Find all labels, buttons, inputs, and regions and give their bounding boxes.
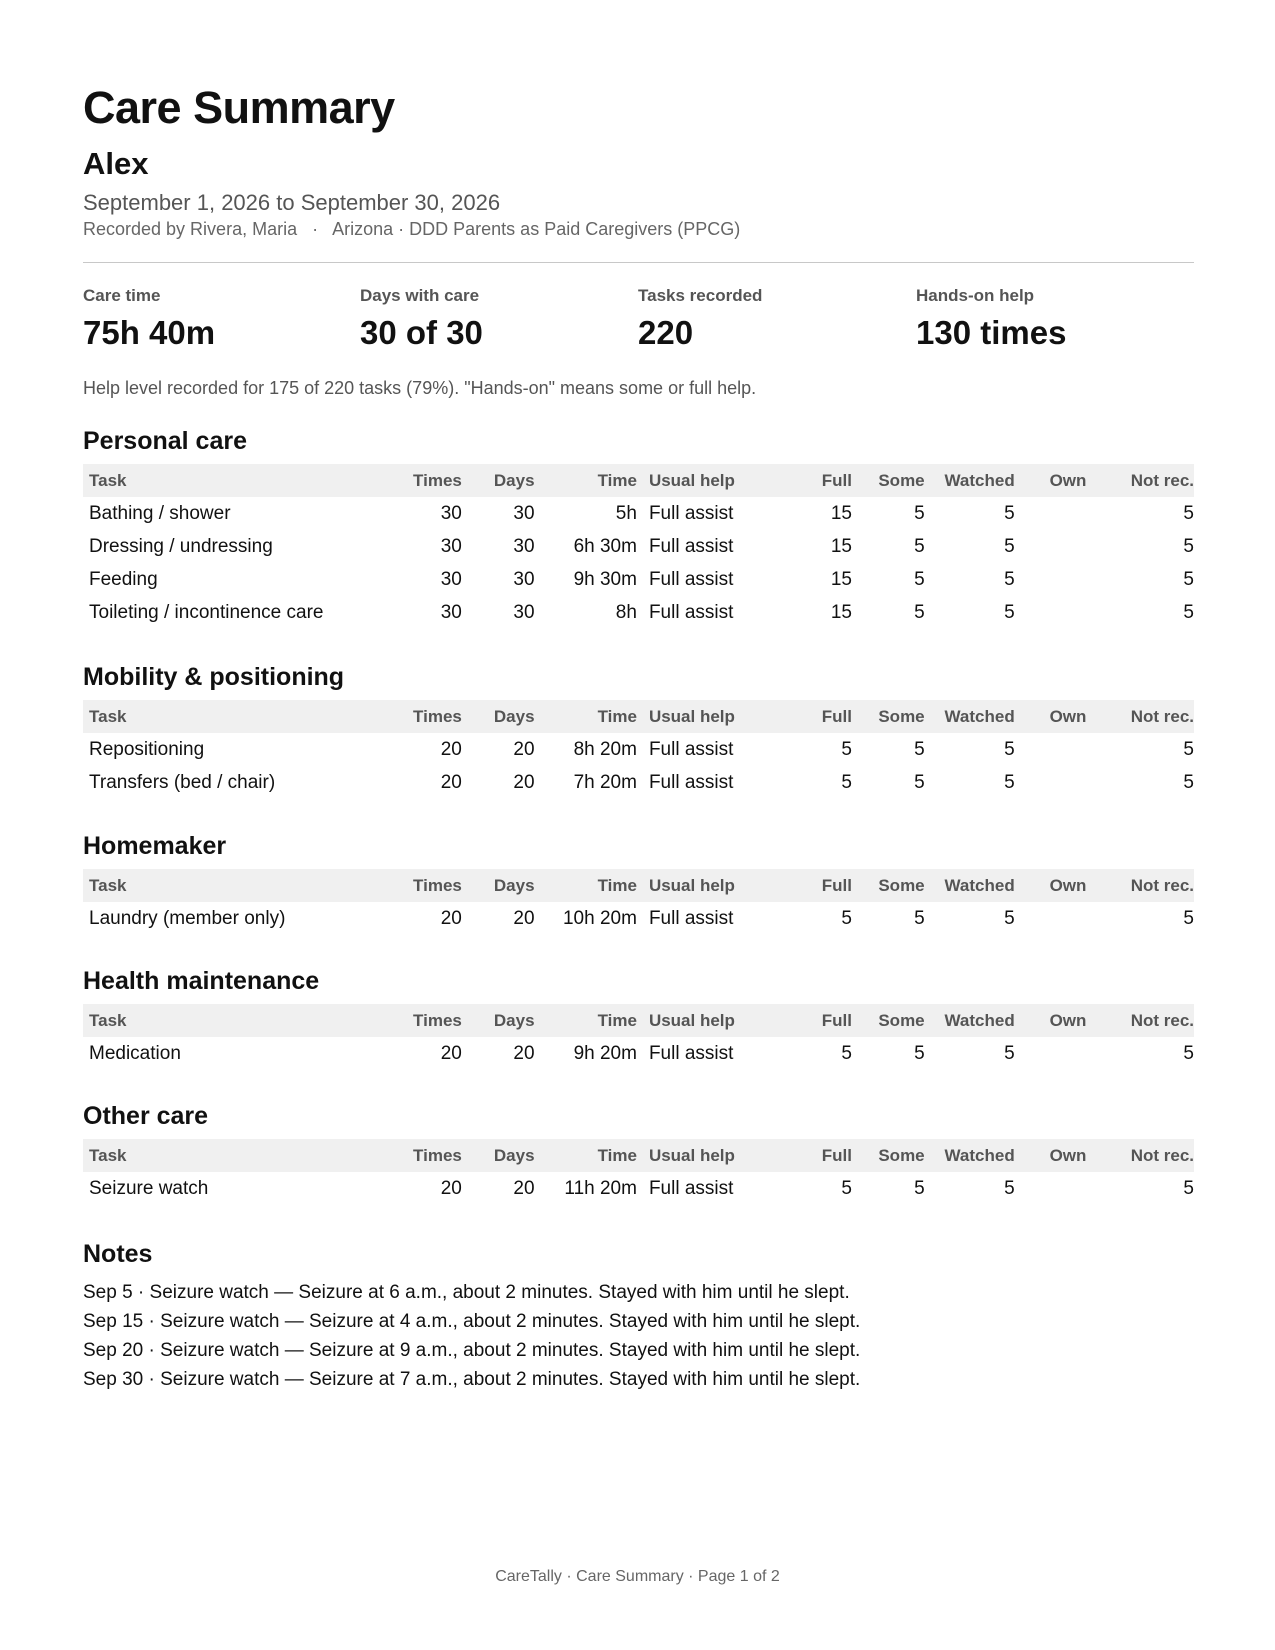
column-header-usual-help: Usual help [648, 1010, 735, 1030]
program-name: Arizona · DDD Parents as Paid Caregivers (PPCG) [332, 219, 741, 239]
section-other-care [83, 1101, 1194, 1205]
column-header-not-rec: Not rec. [1130, 470, 1194, 490]
cell-watched: 5 [1004, 907, 1015, 929]
column-header-own: Own [1049, 706, 1087, 726]
cell-days: 20 [513, 1177, 535, 1199]
note-item: Sep 20 · Seizure watch — Seizure at 9 a.m., about 2 minutes. Stayed with him until he slept. [83, 1340, 861, 1361]
cell-times: 30 [440, 535, 462, 557]
column-header-times: Times [413, 1145, 462, 1165]
stat-label: Care time [83, 286, 161, 305]
column-header-watched: Watched [944, 470, 1015, 490]
table-header-row [83, 700, 1194, 733]
section-title: Homemaker [83, 832, 227, 860]
column-header-days: Days [493, 1145, 535, 1165]
cell-watched: 5 [1004, 1177, 1015, 1199]
cell-full: 5 [841, 1042, 852, 1064]
cell-usual-help: Full assist [648, 1177, 734, 1199]
column-header-days: Days [493, 470, 535, 490]
cell-watched: 5 [1004, 535, 1015, 557]
cell-not-rec: 5 [1183, 907, 1194, 929]
cell-usual-help: Full assist [648, 601, 734, 623]
task-table [83, 869, 1194, 935]
cell-some: 5 [914, 601, 925, 623]
column-header-watched: Watched [944, 1010, 1015, 1030]
cell-own [1015, 733, 1087, 766]
recorded-by: Recorded by Rivera, Maria [83, 219, 298, 239]
header-divider [83, 262, 1194, 263]
cell-usual-help: Full assist [648, 535, 734, 557]
column-header-own: Own [1049, 1145, 1087, 1165]
task-table [83, 1004, 1194, 1070]
table-row [83, 1172, 1194, 1205]
cell-not-rec: 5 [1183, 601, 1194, 623]
column-header-task: Task [89, 1010, 127, 1030]
cell-time: 7h 20m [573, 771, 637, 793]
cell-times: 20 [440, 771, 462, 793]
cell-usual-help: Full assist [648, 1042, 734, 1064]
cell-task: Laundry (member only) [89, 907, 286, 929]
column-header-usual-help: Usual help [648, 875, 735, 895]
cell-not-rec: 5 [1183, 502, 1194, 524]
section-title: Other care [83, 1102, 209, 1130]
cell-full: 15 [830, 502, 852, 524]
cell-times: 30 [440, 502, 462, 524]
meta-separator: · [312, 219, 319, 239]
cell-days: 20 [513, 907, 535, 929]
column-header-some: Some [878, 875, 925, 895]
note-item: Sep 30 · Seizure watch — Seizure at 7 a.m., about 2 minutes. Stayed with him until he slept. [83, 1369, 861, 1390]
column-header-not-rec: Not rec. [1130, 875, 1194, 895]
help-level-note: Help level recorded for 175 of 220 tasks (79%). "Hands-on" means some or full help. [83, 378, 757, 398]
column-header-days: Days [493, 1010, 535, 1030]
cell-not-rec: 5 [1183, 771, 1194, 793]
column-header-full: Full [821, 706, 852, 726]
cell-full: 5 [841, 771, 852, 793]
date-range: September 1, 2026 to September 30, 2026 [83, 190, 501, 215]
notes-section [83, 1240, 860, 1394]
cell-times: 30 [440, 601, 462, 623]
cell-full: 5 [841, 907, 852, 929]
cell-usual-help: Full assist [648, 907, 734, 929]
column-header-task: Task [89, 706, 127, 726]
section-homemaker [83, 831, 1194, 935]
table-header-row [83, 464, 1194, 497]
notes-title: Notes [83, 1240, 153, 1268]
cell-full: 15 [830, 535, 852, 557]
column-header-some: Some [878, 1010, 925, 1030]
table-row [83, 497, 1194, 530]
cell-full: 15 [830, 601, 852, 623]
section-personal-care [83, 426, 1194, 629]
column-header-full: Full [821, 470, 852, 490]
cell-some: 5 [914, 568, 925, 590]
cell-usual-help: Full assist [648, 568, 734, 590]
cell-time: 11h 20m [564, 1177, 637, 1199]
member-name: Alex [83, 146, 149, 181]
stat-label: Days with care [360, 286, 480, 305]
cell-task: Bathing / shower [89, 502, 231, 524]
cell-task: Seizure watch [89, 1177, 209, 1199]
note-item: Sep 15 · Seizure watch — Seizure at 4 a.m., about 2 minutes. Stayed with him until he slept. [83, 1311, 861, 1332]
cell-watched: 5 [1004, 568, 1015, 590]
column-header-times: Times [413, 706, 462, 726]
section-health-maintenance [83, 966, 1194, 1070]
cell-usual-help: Full assist [648, 502, 734, 524]
cell-days: 20 [513, 1042, 535, 1064]
cell-times: 20 [440, 738, 462, 760]
cell-watched: 5 [1004, 738, 1015, 760]
column-header-task: Task [89, 470, 127, 490]
column-header-some: Some [878, 706, 925, 726]
section-mobility-positioning [83, 662, 1194, 799]
column-header-not-rec: Not rec. [1130, 1145, 1194, 1165]
cell-watched: 5 [1004, 601, 1015, 623]
cell-days: 30 [513, 601, 535, 623]
cell-watched: 5 [1004, 1042, 1015, 1064]
cell-watched: 5 [1004, 502, 1015, 524]
cell-full: 5 [841, 738, 852, 760]
stat-label: Hands-on help [916, 286, 1035, 305]
notes-list [83, 1278, 860, 1394]
cell-own [1015, 530, 1087, 563]
stat-value: 75h 40m [83, 314, 216, 351]
cell-watched: 5 [1004, 771, 1015, 793]
cell-not-rec: 5 [1183, 1177, 1194, 1199]
column-header-full: Full [821, 875, 852, 895]
stat-hands-on-help [916, 286, 1186, 352]
cell-time: 10h 20m [562, 907, 637, 929]
cell-days: 30 [513, 535, 535, 557]
page-title: Care Summary [83, 82, 395, 133]
column-header-time: Time [597, 470, 637, 490]
stat-days-with-care [360, 286, 630, 352]
page-footer: CareTally · Care Summary · Page 1 of 2 [495, 1568, 780, 1585]
cell-task: Feeding [89, 568, 158, 590]
stat-value: 220 [638, 314, 694, 351]
table-row [83, 733, 1194, 766]
column-header-times: Times [413, 875, 462, 895]
column-header-own: Own [1049, 470, 1087, 490]
column-header-not-rec: Not rec. [1130, 706, 1194, 726]
column-header-times: Times [413, 470, 462, 490]
note-item: Sep 5 · Seizure watch — Seizure at 6 a.m., about 2 minutes. Stayed with him until he slept. [83, 1282, 850, 1303]
cell-task: Dressing / undressing [89, 535, 273, 557]
cell-days: 20 [513, 771, 535, 793]
cell-times: 20 [440, 907, 462, 929]
column-header-watched: Watched [944, 1145, 1015, 1165]
cell-some: 5 [914, 502, 925, 524]
column-header-days: Days [493, 875, 535, 895]
column-header-own: Own [1049, 1010, 1087, 1030]
table-row [83, 902, 1194, 935]
column-header-days: Days [493, 706, 535, 726]
section-title: Personal care [83, 427, 247, 455]
cell-own [1015, 1037, 1087, 1070]
cell-times: 20 [440, 1042, 462, 1064]
stat-value: 130 times [916, 314, 1067, 351]
cell-time: 5h [615, 502, 637, 524]
cell-own [1015, 902, 1087, 935]
column-header-times: Times [413, 1010, 462, 1030]
stats-row [83, 286, 1194, 356]
stat-care-time [83, 286, 353, 352]
record-meta [83, 219, 740, 240]
cell-days: 30 [513, 502, 535, 524]
column-header-own: Own [1049, 875, 1087, 895]
cell-usual-help: Full assist [648, 771, 734, 793]
column-header-task: Task [89, 875, 127, 895]
cell-own [1015, 497, 1087, 530]
table-row [83, 766, 1194, 799]
cell-some: 5 [914, 738, 925, 760]
cell-task: Toileting / incontinence care [89, 601, 324, 623]
cell-time: 9h 20m [573, 1042, 637, 1064]
column-header-time: Time [597, 875, 637, 895]
cell-not-rec: 5 [1183, 535, 1194, 557]
cell-full: 15 [830, 568, 852, 590]
table-row [83, 1037, 1194, 1070]
cell-usual-help: Full assist [648, 738, 734, 760]
column-header-usual-help: Usual help [648, 706, 735, 726]
column-header-not-rec: Not rec. [1130, 1010, 1194, 1030]
cell-not-rec: 5 [1183, 1042, 1194, 1064]
column-header-full: Full [821, 1145, 852, 1165]
column-header-task: Task [89, 1145, 127, 1165]
column-header-some: Some [878, 1145, 925, 1165]
cell-some: 5 [914, 771, 925, 793]
cell-own [1015, 766, 1087, 799]
stat-label: Tasks recorded [638, 286, 763, 305]
cell-own [1015, 563, 1087, 596]
column-header-some: Some [878, 470, 925, 490]
cell-time: 9h 30m [573, 568, 637, 590]
table-header-row [83, 1004, 1194, 1037]
cell-time: 6h 30m [573, 535, 637, 557]
table-header-row [83, 869, 1194, 902]
column-header-usual-help: Usual help [648, 1145, 735, 1165]
cell-times: 30 [440, 568, 462, 590]
task-table [83, 464, 1194, 629]
column-header-time: Time [597, 1010, 637, 1030]
task-table [83, 700, 1194, 799]
cell-some: 5 [914, 535, 925, 557]
task-table [83, 1139, 1194, 1205]
cell-task: Transfers (bed / chair) [89, 771, 276, 793]
stat-value: 30 of 30 [360, 314, 483, 351]
cell-time: 8h [615, 601, 637, 623]
table-row [83, 563, 1194, 596]
cell-time: 8h 20m [573, 738, 637, 760]
cell-some: 5 [914, 1177, 925, 1199]
cell-not-rec: 5 [1183, 738, 1194, 760]
table-row [83, 530, 1194, 563]
cell-full: 5 [841, 1177, 852, 1199]
cell-times: 20 [440, 1177, 462, 1199]
column-header-time: Time [597, 1145, 637, 1165]
cell-days: 30 [513, 568, 535, 590]
section-title: Health maintenance [83, 967, 320, 995]
column-header-full: Full [821, 1010, 852, 1030]
column-header-usual-help: Usual help [648, 470, 735, 490]
column-header-time: Time [597, 706, 637, 726]
stat-tasks-recorded [638, 286, 908, 352]
cell-own [1015, 1172, 1087, 1205]
cell-task: Medication [89, 1042, 181, 1064]
cell-not-rec: 5 [1183, 568, 1194, 590]
cell-some: 5 [914, 1042, 925, 1064]
table-row [83, 596, 1194, 629]
cell-days: 20 [513, 738, 535, 760]
column-header-watched: Watched [944, 706, 1015, 726]
cell-task: Repositioning [89, 738, 205, 760]
table-header-row [83, 1139, 1194, 1172]
cell-own [1015, 596, 1087, 629]
section-title: Mobility & positioning [83, 663, 345, 691]
column-header-watched: Watched [944, 875, 1015, 895]
cell-some: 5 [914, 907, 925, 929]
